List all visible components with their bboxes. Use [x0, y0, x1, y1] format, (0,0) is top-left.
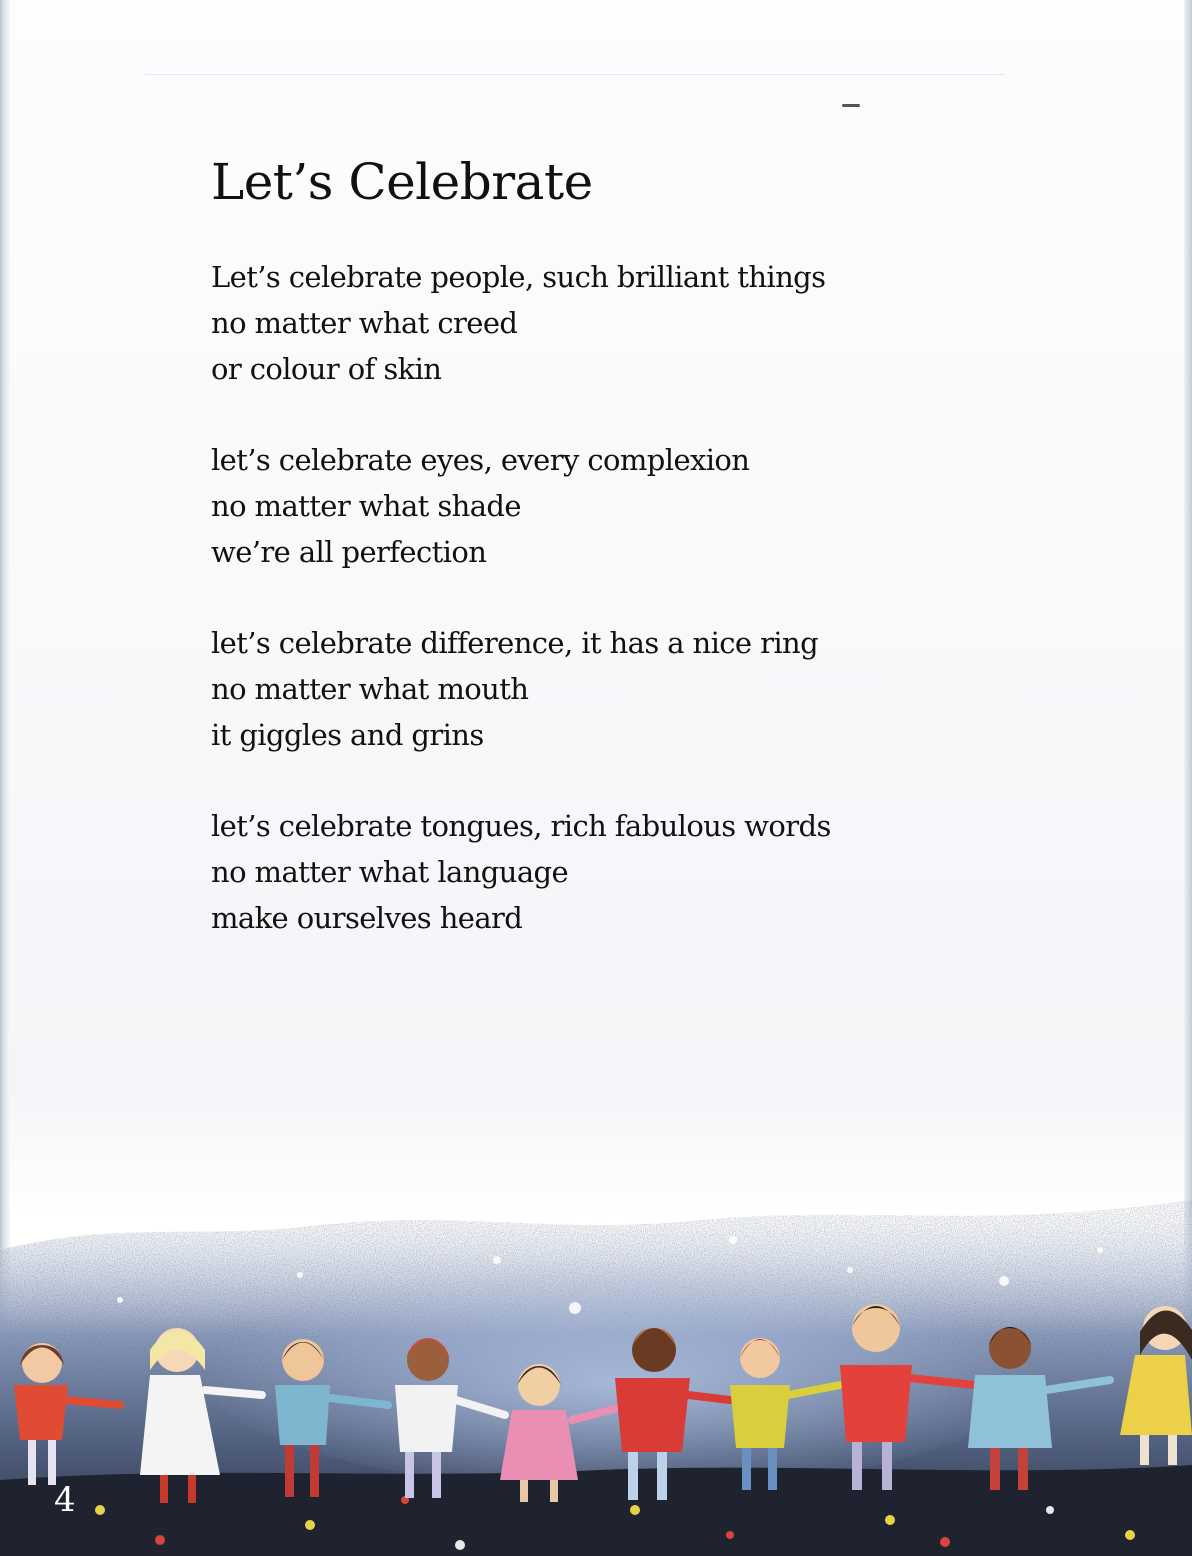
flower [726, 1531, 734, 1539]
poem-line: make ourselves heard [211, 901, 523, 935]
page-number: 4 [54, 1480, 76, 1520]
child-head [989, 1327, 1031, 1369]
snowflake [1097, 1247, 1103, 1253]
child-legs [1140, 1435, 1149, 1465]
stanza-1 [211, 254, 831, 392]
child-head [22, 1343, 62, 1383]
poem-line: it giggles and grins [211, 718, 484, 752]
stanza-4 [211, 803, 831, 941]
flower [630, 1505, 640, 1515]
poem-line: no matter what language [211, 855, 569, 889]
flower [1046, 1506, 1054, 1514]
poem-line: no matter what creed [211, 306, 518, 340]
faint-top-line [145, 74, 1005, 75]
child-legs [405, 1448, 414, 1498]
poem-line: we’re all perfection [211, 535, 487, 569]
child-legs [882, 1438, 892, 1490]
ground [0, 1465, 1192, 1556]
holding-arms [688, 1395, 730, 1400]
child-legs [657, 1445, 667, 1500]
child-legs [1168, 1435, 1177, 1465]
child-legs [990, 1442, 1000, 1490]
flower [940, 1537, 950, 1547]
sky-glow [200, 1250, 1040, 1490]
poem-title: Let’s Celebrate [211, 153, 593, 211]
child-body [395, 1385, 458, 1452]
snowflake [847, 1267, 853, 1273]
flower [155, 1535, 165, 1545]
child-legs [48, 1435, 56, 1485]
child-legs [550, 1480, 558, 1502]
snowflake [117, 1297, 123, 1303]
child-legs [285, 1442, 294, 1497]
child-head [740, 1338, 780, 1378]
child-head [518, 1364, 560, 1406]
holding-arms [66, 1400, 120, 1405]
poem-line: or colour of skin [211, 352, 442, 386]
child-body [500, 1410, 578, 1480]
child-legs [432, 1448, 441, 1498]
stanza-2 [211, 437, 831, 575]
flower [305, 1520, 315, 1530]
child-body [968, 1375, 1052, 1448]
child-legs [310, 1442, 319, 1497]
snowflake [999, 1276, 1009, 1286]
child-body [275, 1385, 330, 1445]
child-legs [188, 1475, 196, 1503]
child-body [615, 1378, 690, 1452]
holding-arms [205, 1390, 262, 1395]
child-legs [742, 1445, 751, 1490]
stanza-3 [211, 620, 831, 758]
child-legs [28, 1435, 36, 1485]
child-legs [768, 1445, 777, 1490]
child-body [14, 1385, 68, 1440]
poem-line: no matter what mouth [211, 672, 529, 706]
child-legs [1018, 1442, 1028, 1490]
poem-line: let’s celebrate eyes, every complexion [211, 443, 750, 477]
child-legs [520, 1480, 528, 1502]
child-head [632, 1328, 676, 1372]
child-legs [628, 1445, 638, 1500]
child-head [852, 1304, 900, 1352]
children-holding-hands-illustration [0, 1180, 1192, 1556]
poem-line: Let’s celebrate people, such brilliant things [211, 260, 826, 294]
snowflake [569, 1302, 581, 1314]
flower [885, 1515, 895, 1525]
poem [211, 150, 831, 986]
snowflake [493, 1256, 501, 1264]
poem-line: let’s celebrate difference, it has a nice ring [211, 626, 819, 660]
child-head [282, 1339, 324, 1381]
child-legs [160, 1475, 168, 1503]
child-body [840, 1365, 912, 1442]
flower [455, 1540, 465, 1550]
flower [95, 1505, 105, 1515]
snowflake [297, 1272, 303, 1278]
flower [1125, 1530, 1135, 1540]
snowflake [729, 1236, 737, 1244]
poem-line: no matter what shade [211, 489, 521, 523]
child-legs [852, 1438, 862, 1490]
ink-speck [842, 104, 860, 107]
poem-line: let’s celebrate tongues, rich fabulous words [211, 809, 831, 843]
child-body [730, 1385, 790, 1448]
